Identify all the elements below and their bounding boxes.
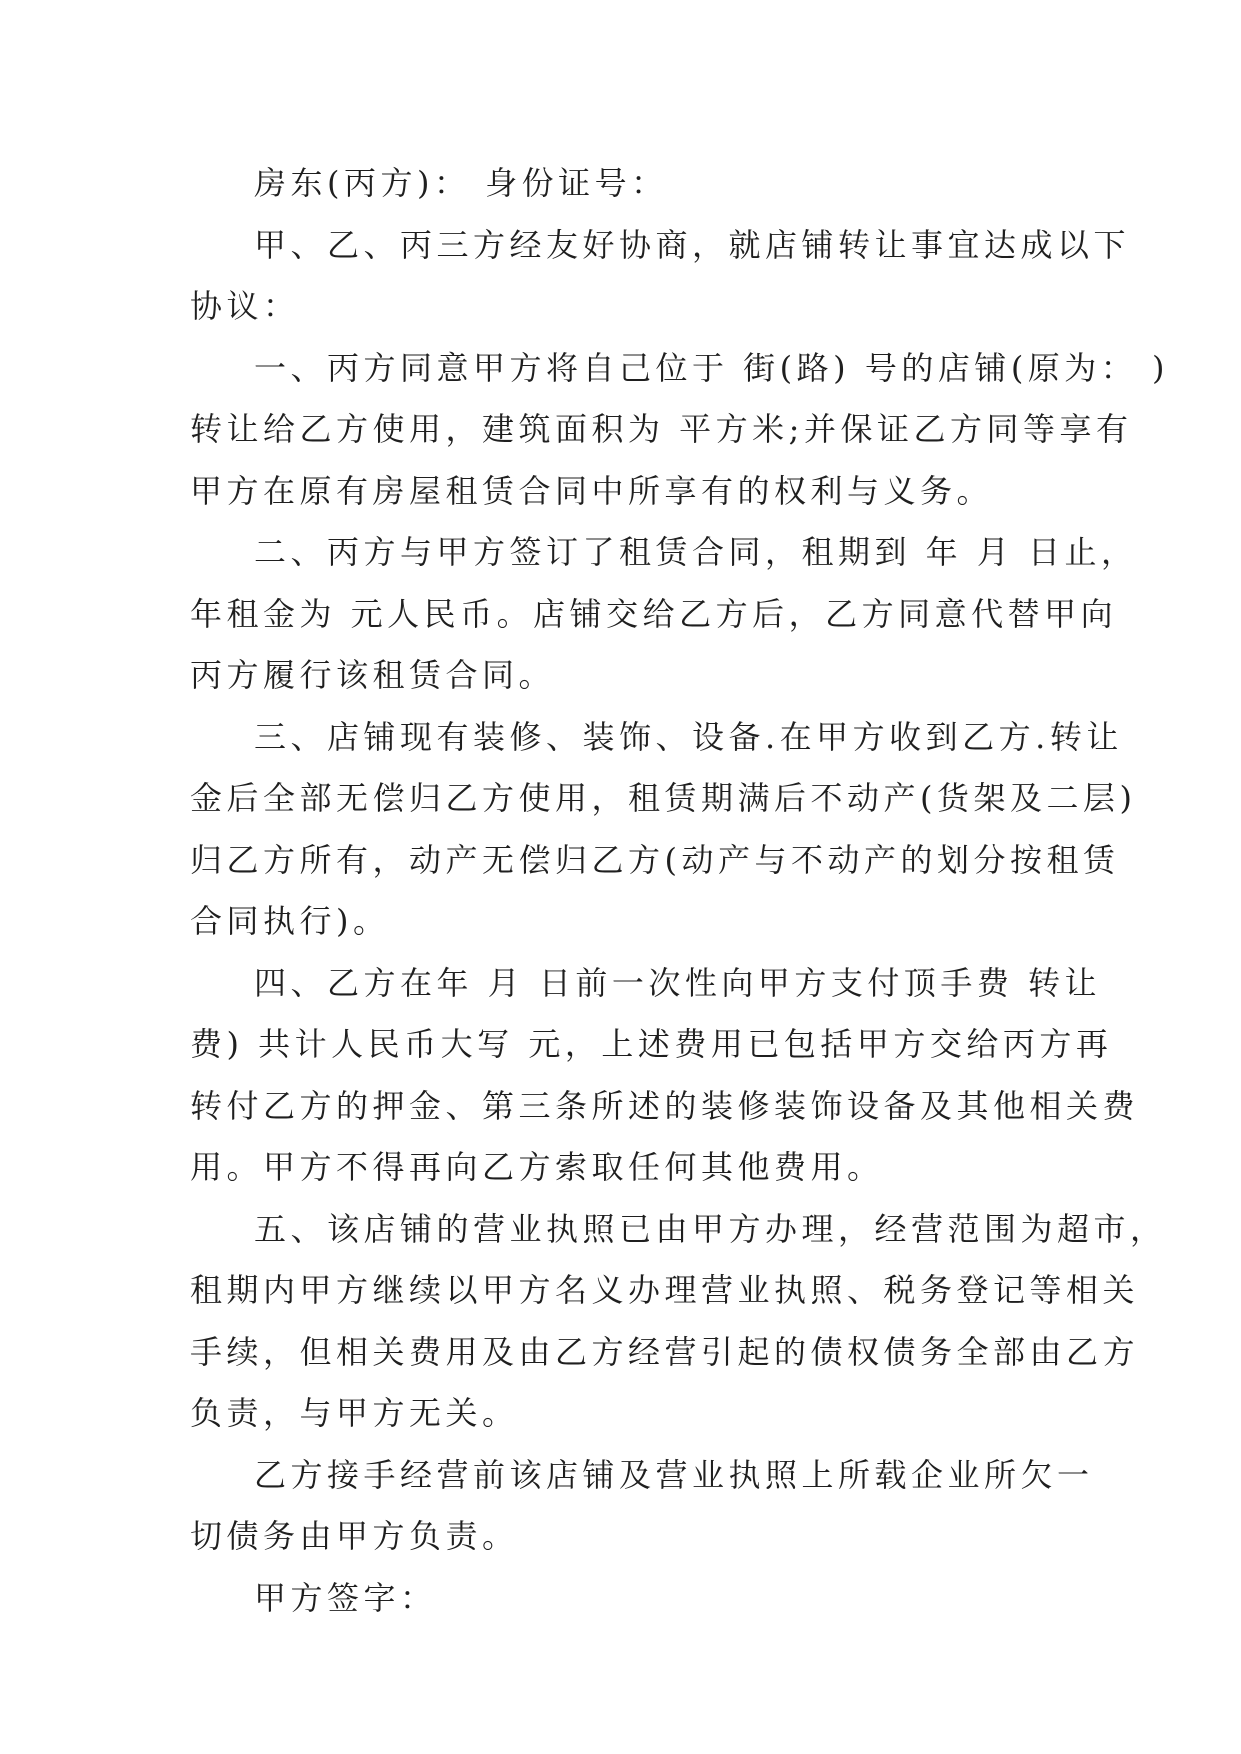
text-line: 乙方接手经营前该店铺及营业执照上所载企业所欠一 [254, 1455, 1094, 1494]
text-line: 五、该店铺的营业执照已由甲方办理，经营范围为超市， [254, 1209, 1167, 1248]
text-line: 金后全部无偿归乙方使用，租赁期满后不动产(货架及二层) [190, 779, 1137, 817]
text-line: 转让给乙方使用，建筑面积为 平方米;并保证乙方同等享有 [190, 410, 1133, 448]
landlord-id-line [190, 153, 1050, 215]
clause-5 [190, 1199, 1167, 1445]
text-line: 租期内甲方继续以甲方名义办理营业执照、税务登记等相关 [190, 1271, 1140, 1309]
signature-label: 甲方签字： [254, 1578, 437, 1617]
text-line: 合同执行)。 [190, 902, 390, 940]
text-line: 归乙方所有，动产无偿归乙方(动产与不动产的划分按租赁 [190, 840, 1120, 879]
text-line: 手续，但相关费用及由乙方经营引起的债权债务全部由乙方 [190, 1332, 1140, 1371]
debt-paragraph [190, 1445, 1094, 1568]
text-line: 房东(丙方)： 身份证号： [254, 164, 668, 202]
text-line: 转付乙方的押金、第三条所述的装修装饰设备及其他相关费 [190, 1086, 1140, 1125]
intro-paragraph [190, 215, 1131, 338]
text-line: 用。甲方不得再向乙方索取任何其他费用。 [190, 1148, 884, 1186]
text-line: 三、店铺现有装修、装饰、设备.在甲方收到乙方.转让 [254, 717, 1123, 756]
text-line: 一、丙方同意甲方将自己位于 街(路) 号的店铺(原为： ) [254, 348, 1169, 387]
document-body [190, 153, 1169, 1629]
clause-2 [190, 522, 1138, 707]
text-line: 二、丙方与甲方签订了租赁合同，租期到 年 月 日止， [254, 533, 1138, 571]
clause-3 [190, 707, 1137, 953]
party-a-signature [190, 1568, 1050, 1630]
text-line: 费) 共计人民币大写 元，上述费用已包括甲方交给丙方再 [190, 1025, 1113, 1063]
text-line: 协议： [190, 287, 300, 325]
text-line: 甲方在原有房屋租赁合同中所享有的权利与义务。 [190, 471, 994, 510]
text-line: 四、乙方在年 月 日前一次性向甲方支付顶手费 转让 [254, 963, 1102, 1002]
text-line: 丙方履行该租赁合同。 [190, 656, 556, 694]
text-line: 年租金为 元人民币。店铺交给乙方后，乙方同意代替甲向 [190, 594, 1118, 633]
text-line: 切债务由甲方负责。 [190, 1517, 519, 1555]
clause-1 [190, 338, 1169, 523]
clause-4 [190, 953, 1140, 1199]
text-line: 负责，与甲方无关。 [190, 1394, 519, 1432]
text-line: 甲、乙、丙三方经友好协商，就店铺转让事宜达成以下 [254, 225, 1131, 264]
